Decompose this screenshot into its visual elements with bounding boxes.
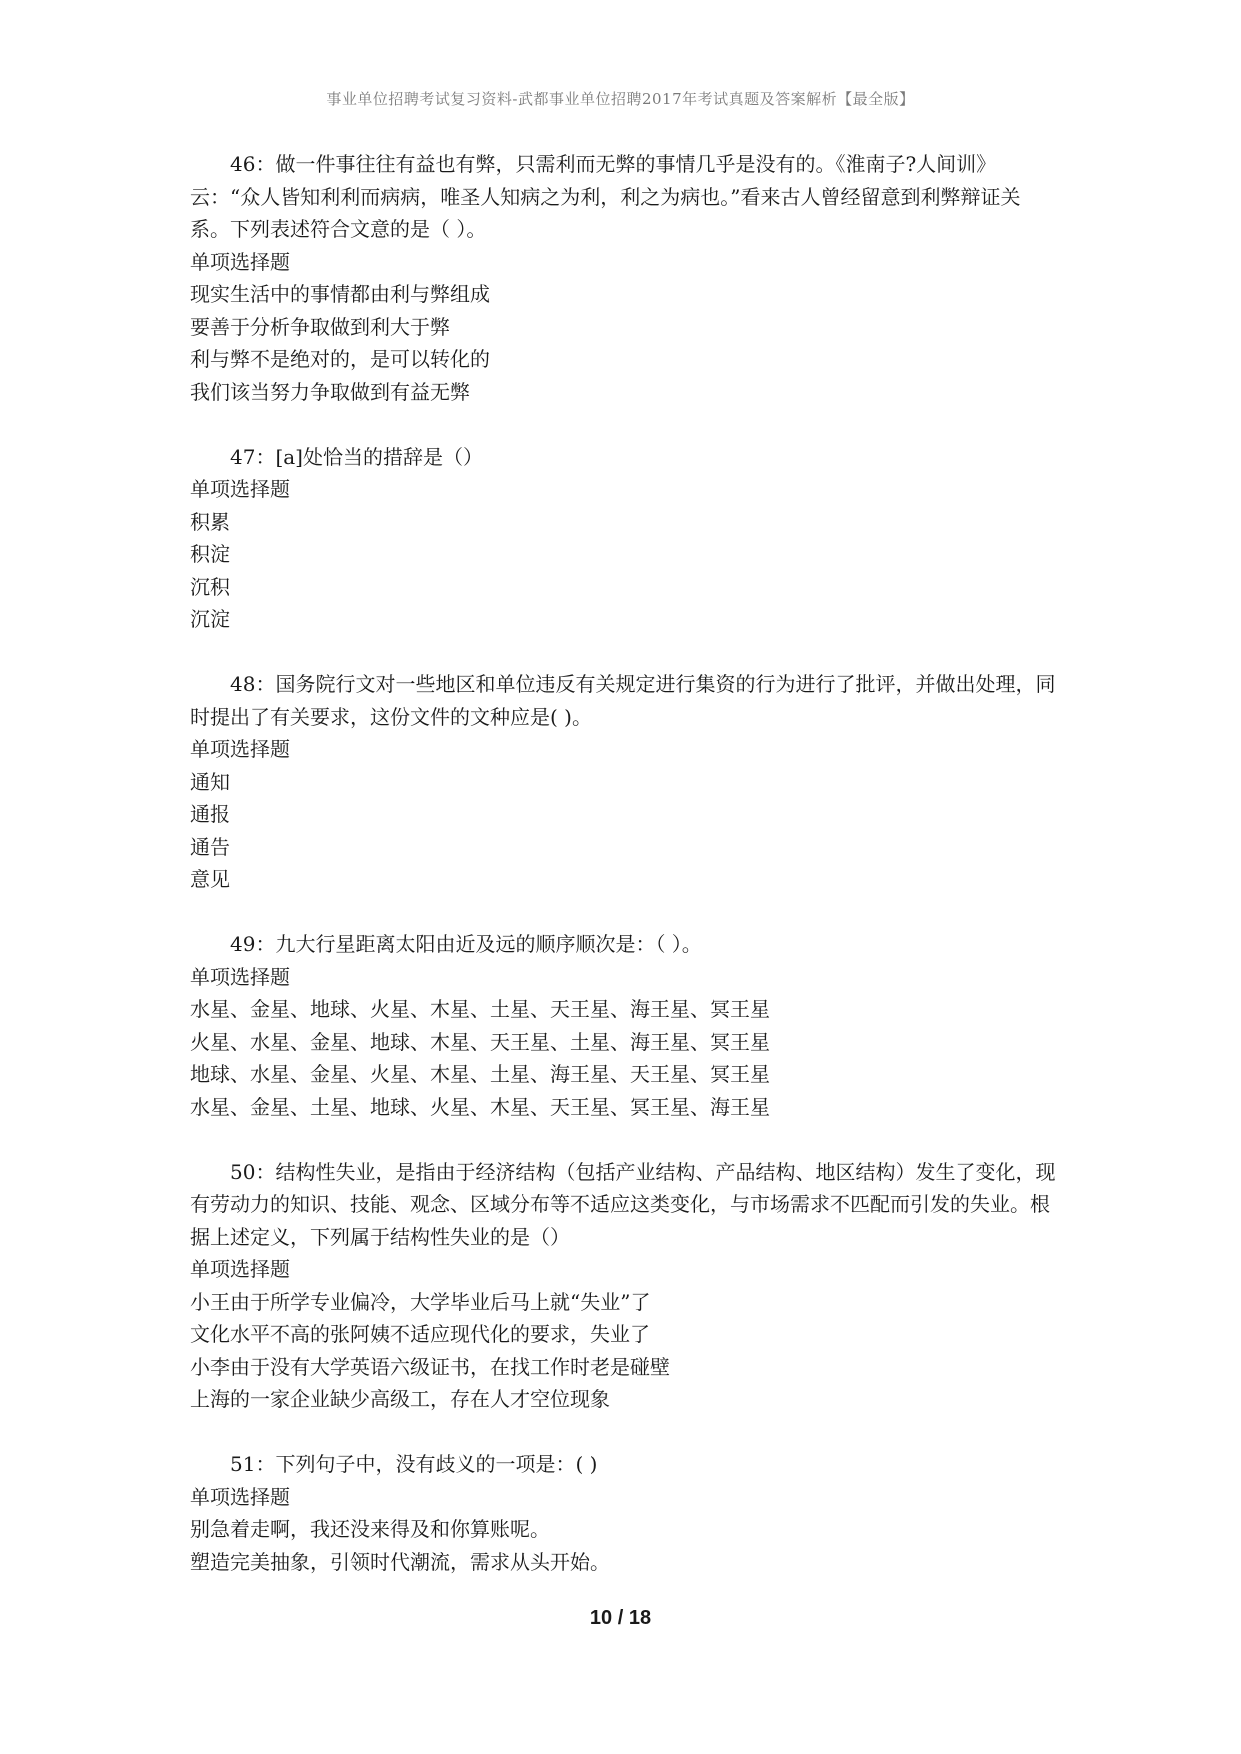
question-47 bbox=[190, 441, 1060, 636]
question-type: 单项选择题 bbox=[190, 1484, 290, 1509]
option: 火星、水星、金星、地球、木星、天王星、土星、海王星、冥王星 bbox=[190, 1029, 770, 1054]
question-51 bbox=[190, 1448, 1060, 1578]
question-stem: 50：结构性失业，是指由于经济结构（包括产业结构、产品结构、地区结构）发生了变化，现有劳动力的知识、技能、观念、区域分布等不适应这类变化，与市场需求不匹配而引发的失业。根据上述定义，下列属于结构性失业的是（） bbox=[190, 1159, 1056, 1249]
page-header: 事业单位招聘考试复习资料-武都事业单位招聘2017年考试真题及答案解析【最全版】 bbox=[326, 90, 915, 108]
question-type: 单项选择题 bbox=[190, 477, 290, 501]
option: 积淀 bbox=[190, 542, 230, 566]
question-type: 单项选择题 bbox=[190, 964, 290, 989]
option: 现实生活中的事情都由利与弊组成 bbox=[190, 282, 490, 306]
option: 通告 bbox=[190, 834, 230, 859]
question-stem: 49：九大行星距离太阳由近及远的顺序顺次是：（ ）。 bbox=[230, 932, 702, 956]
option: 通知 bbox=[190, 769, 230, 794]
option: 塑造完美抽象，引领时代潮流，需求从头开始。 bbox=[190, 1549, 610, 1574]
question-type: 单项选择题 bbox=[190, 1257, 290, 1281]
option: 别急着走啊，我还没来得及和你算账呢。 bbox=[190, 1517, 550, 1541]
option: 沉淀 bbox=[190, 607, 230, 631]
question-stem: 47：[a]处恰当的措辞是（） bbox=[230, 444, 483, 469]
option: 通报 bbox=[190, 802, 230, 826]
option: 文化水平不高的张阿姨不适应现代化的要求，失业了 bbox=[190, 1322, 650, 1346]
option: 水星、金星、土星、地球、火星、木星、天王星、冥王星、海王星 bbox=[190, 1094, 770, 1119]
question-list bbox=[190, 148, 1060, 1611]
question-type: 单项选择题 bbox=[190, 249, 290, 274]
option: 我们该当努力争取做到有益无弊 bbox=[190, 379, 470, 404]
question-stem: 51：下列句子中，没有歧义的一项是：( ) bbox=[230, 1452, 598, 1476]
option: 小王由于所学专业偏冷，大学毕业后马上就“失业”了 bbox=[190, 1289, 651, 1314]
option: 沉积 bbox=[190, 574, 230, 599]
option: 利与弊不是绝对的，是可以转化的 bbox=[190, 347, 490, 371]
option: 地球、水星、金星、火星、木星、土星、海王星、天王星、冥王星 bbox=[190, 1062, 770, 1086]
option: 上海的一家企业缺少高级工，存在人才空位现象 bbox=[190, 1387, 610, 1411]
question-46 bbox=[190, 148, 1060, 408]
question-stem: 46：做一件事往往有益也有弊，只需利而无弊的事情几乎是没有的。《淮南子?人间训》云：“众人皆知利利而病病，唯圣人知病之为利，利之为病也。”看来古人曾经留意到利弊辩证关系。下列表述符合文意的是（ ）。 bbox=[190, 152, 1021, 241]
question-48 bbox=[190, 668, 1060, 896]
page-number: 10 / 18 bbox=[589, 1607, 652, 1629]
option: 要善于分析争取做到利大于弊 bbox=[190, 314, 450, 339]
option: 积累 bbox=[190, 509, 230, 534]
question-49 bbox=[190, 928, 1060, 1123]
question-type: 单项选择题 bbox=[190, 737, 290, 761]
option: 水星、金星、地球、火星、木星、土星、天王星、海王星、冥王星 bbox=[190, 997, 770, 1021]
question-stem: 48：国务院行文对一些地区和单位违反有关规定进行集资的行为进行了批评，并做出处理，同时提出了有关要求，这份文件的文种应是( )。 bbox=[190, 672, 1056, 729]
option: 小李由于没有大学英语六级证书，在找工作时老是碰壁 bbox=[190, 1354, 670, 1379]
question-50 bbox=[190, 1156, 1060, 1416]
option: 意见 bbox=[190, 867, 230, 891]
